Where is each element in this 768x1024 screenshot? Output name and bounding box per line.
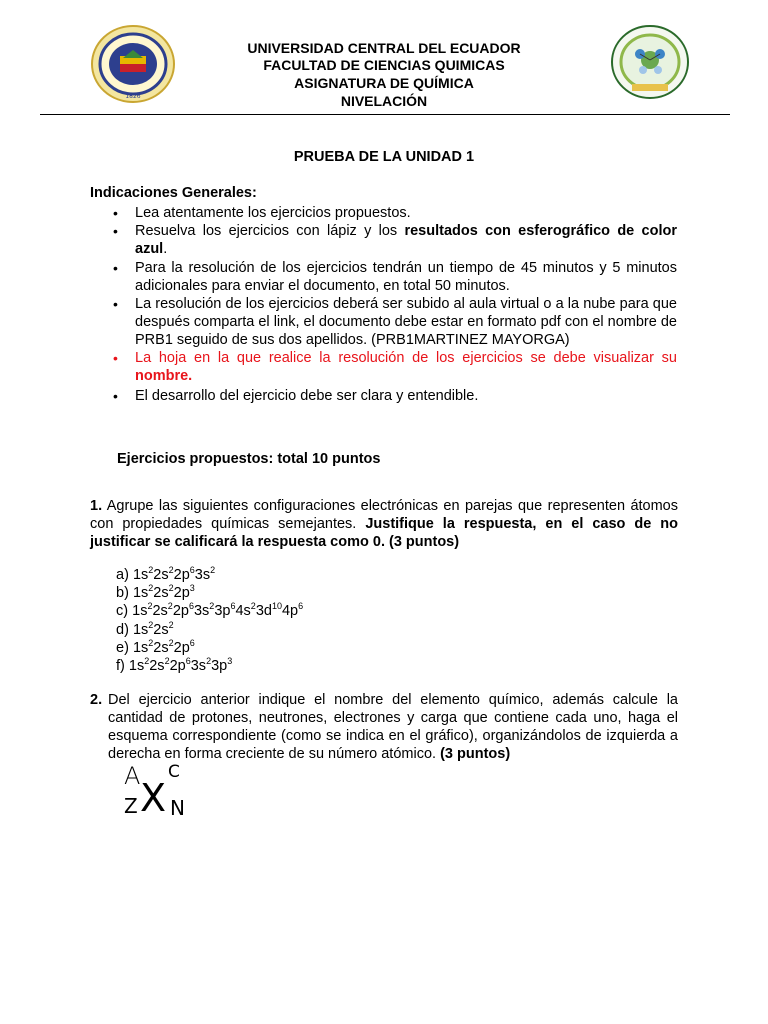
orbital: 3s: [190, 658, 207, 674]
electron-count: 2: [147, 601, 153, 612]
electron-count: 2: [168, 583, 174, 594]
config-item: [116, 566, 215, 584]
electron-count: 6: [189, 565, 195, 575]
orbital: 1s: [132, 585, 149, 602]
header-faculty: FACULTAD DE CIENCIAS QUIMICAS: [263, 57, 505, 73]
mass-number-symbol: A: [124, 762, 141, 790]
electron-count: 2: [209, 601, 215, 612]
bullet: •: [113, 205, 118, 221]
question-2: Del ejercicio anterior indique el nombre del elemento químico, además calcule la cantidad de protones, neutrones, electrones y carga que contiene cada uno, haga el esquema correspondiente (como se indica en el gráfico), organizándolos de izquierda a derecha en forma creciente de su número atómico. (3 puntos): [108, 692, 678, 762]
electron-count: 2: [168, 637, 174, 648]
bullet: •: [113, 388, 118, 404]
orbital: 2p: [169, 658, 186, 674]
orbital: 4p: [281, 603, 299, 620]
config-item: [116, 639, 195, 657]
orbital: 2s: [153, 567, 169, 583]
config-label: b): [116, 585, 129, 602]
electron-count: 2: [210, 565, 216, 575]
electron-count: 3: [189, 583, 195, 594]
electron-count: 10: [271, 601, 282, 612]
config-label: f): [116, 658, 125, 674]
config-label: d): [116, 621, 129, 638]
instruction-item-1: Lea atentamente los ejercicios propuestos.: [135, 205, 411, 221]
orbital: 1s: [132, 621, 149, 638]
orbital: 2p: [173, 639, 190, 656]
electron-count: 2: [206, 656, 212, 666]
orbital: 3s: [194, 567, 211, 583]
orbital: 2p: [172, 603, 189, 620]
electron-count: 2: [164, 656, 170, 666]
bullet: •: [113, 223, 118, 239]
electron-count: 2: [144, 656, 150, 666]
orbital: 2s: [152, 603, 168, 620]
electron-count: 2: [168, 565, 174, 575]
orbital: 2p: [173, 585, 190, 602]
handwritten-nuclide: [118, 762, 198, 822]
config-item: [116, 584, 195, 602]
instruction-item-6: El desarrollo del ejercicio debe ser clara y entendible.: [135, 388, 479, 404]
config-item: [116, 602, 303, 620]
exercises-heading: Ejercicios propuestos: total 10 puntos: [117, 451, 381, 467]
bullet: •: [113, 350, 118, 366]
electron-count: 2: [148, 565, 154, 575]
header-divider: [40, 114, 730, 115]
orbital: 3d: [255, 603, 272, 620]
instruction-item-5: La hoja en la que realice la resolución de los ejercicios se debe visualizar su nombre.: [135, 350, 677, 384]
orbital: 1s: [132, 603, 148, 620]
orbital: 2s: [153, 585, 169, 602]
electron-count: 2: [148, 637, 154, 648]
electron-count: 6: [185, 656, 191, 666]
instruction-item-2: Resuelva los ejercicios con lápiz y los resultados con esferográfico de color azul.: [135, 223, 677, 257]
electron-count: 6: [298, 601, 304, 612]
orbital: 1s: [132, 567, 149, 583]
bullet: •: [113, 296, 118, 312]
config-item: [116, 657, 232, 675]
atomic-number-symbol: Z: [124, 794, 138, 818]
orbital: 3s: [193, 603, 210, 620]
orbital: 4s: [235, 603, 251, 620]
bullet: •: [113, 260, 118, 276]
neutron-symbol: N: [170, 796, 185, 820]
instruction-item-3: Para la resolución de los ejercicios tendrán un tiempo de 45 minutos y 5 minutos adicionales para enviar el documento, en total 50 minutos.: [135, 260, 677, 294]
orbital: 1s: [128, 658, 145, 674]
svg-text:1826: 1826: [125, 93, 141, 100]
orbital: 2s: [149, 658, 165, 674]
instruction-item-4: La resolución de los ejercicios deberá ser subido al aula virtual o a la nube para que después comparta el link, el documento debe estar en formato pdf con el nombre de PRB1 seguido de sus dos apellidos. (PRB1MARTINEZ MAYORGA): [135, 296, 677, 348]
electron-count: 6: [188, 601, 194, 612]
test-title: PRUEBA DE LA UNIDAD 1: [293, 149, 475, 165]
orbital: 2s: [153, 639, 169, 656]
electron-count: 6: [230, 601, 236, 612]
config-item: [116, 621, 174, 639]
orbital: 2s: [153, 621, 169, 638]
electron-count: 2: [148, 619, 154, 630]
orbital: 3p: [214, 603, 231, 620]
header-level: NIVELACIÓN: [340, 93, 428, 109]
config-label: a): [116, 567, 129, 583]
header-subject: ASIGNATURA DE QUÍMICA: [294, 75, 474, 91]
charge-symbol: C: [168, 762, 180, 782]
electron-count: 2: [167, 601, 173, 612]
orbital: 3p: [211, 658, 228, 674]
electron-count: 2: [168, 619, 174, 630]
element-symbol: X: [140, 776, 167, 820]
orbital: 2p: [173, 567, 190, 583]
electron-count: 2: [148, 583, 154, 594]
header-university: UNIVERSIDAD CENTRAL DEL ECUADOR: [247, 40, 521, 56]
electron-count: 2: [250, 601, 256, 612]
config-label: e): [116, 639, 129, 656]
config-label: c): [116, 603, 129, 620]
instructions-heading: Indicaciones Generales:: [90, 185, 257, 201]
electron-count: 3: [227, 656, 233, 666]
orbital: 1s: [132, 639, 149, 656]
question-number: 1.: [90, 498, 103, 514]
question-number: 2.: [90, 692, 103, 708]
question-1: 1. Agrupe las siguientes configuraciones electrónicas en parejas que representen átomos con propiedades químicas semejantes. Justifique la respuesta, en el caso de no justificar se calificará la respuesta como 0. (3 puntos): [90, 498, 678, 550]
electron-count: 6: [189, 637, 195, 648]
